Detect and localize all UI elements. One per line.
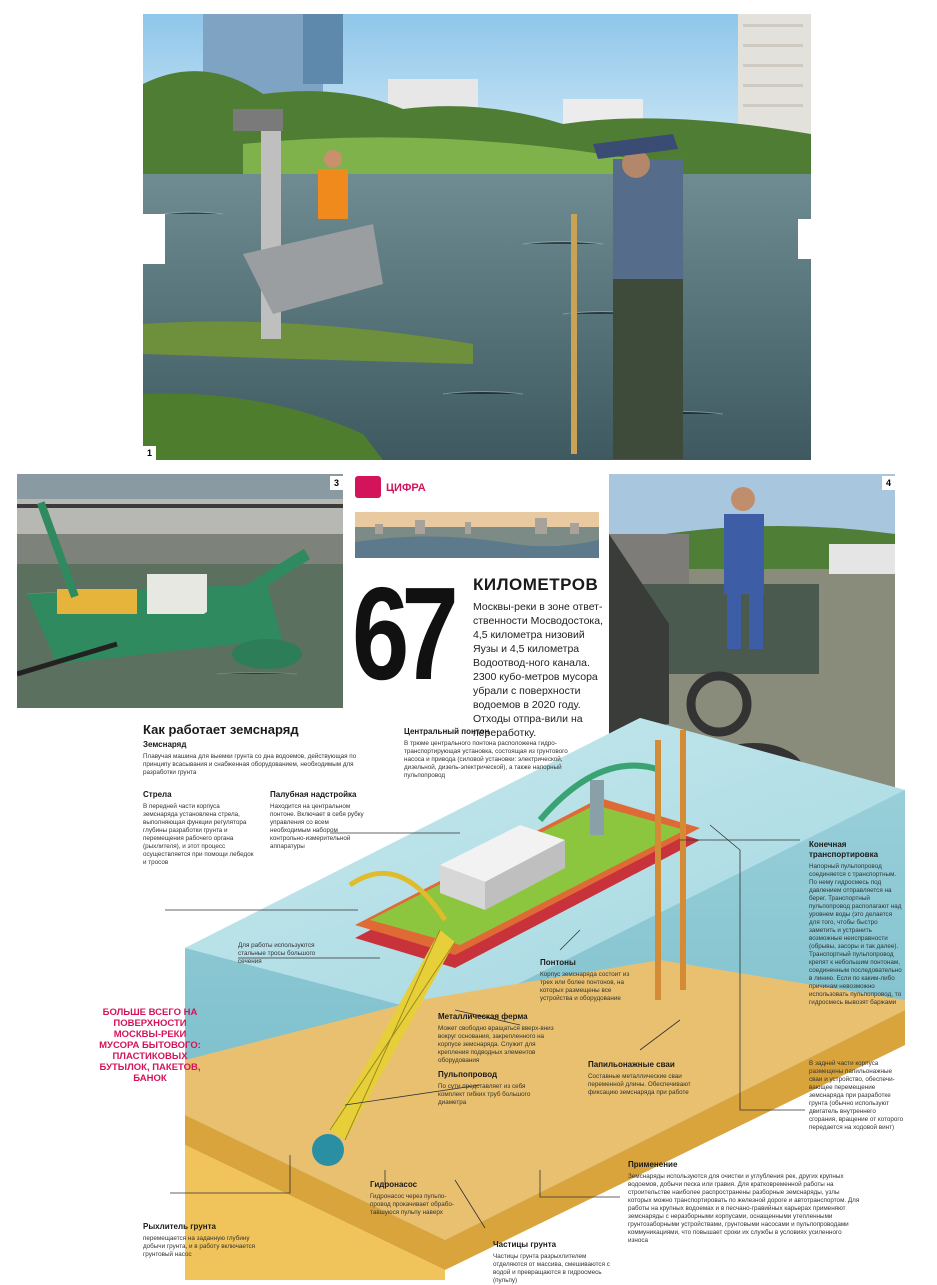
paluba-heading: Палубная надстройка	[270, 790, 357, 799]
zemsnaryad-text: Плавучая машина для выемки грунта со дна водоемов, действующая по принципу всасывания и снабженная оборудованием, необходимым для разработки грунта	[143, 753, 357, 776]
pontony-text: Корпус земснаряда состоит из трех или более понтонов, на которых размещены все устройства и оборудование	[540, 971, 630, 1002]
gidro-block	[370, 1180, 465, 1217]
ryhl-heading: Рыхлитель грунта	[143, 1222, 216, 1231]
pontony-block	[540, 958, 635, 1003]
figure-text: Москвы-реки в зоне ответ-ственности Мосводостока, 4,5 километра низовий Яузы и 4,5 километра Водоотвод-ного канала. 2300 кубо-метров мусора убрали с поверхности водоемов в 2020 году. Отходы отпра-вили на переработку.	[473, 601, 603, 739]
strela-block	[143, 790, 255, 867]
paluba-text: Находится на центральном понтоне. Включает в себя рубку управления со всем необходимым набором контрольно-измерительной аппаратуры	[270, 803, 364, 850]
pulpo-text: По сути представляет из себя комплект гибких труб большого диаметра	[438, 1083, 531, 1106]
strela-heading: Стрела	[143, 790, 172, 799]
zemsnaryad-block	[143, 740, 373, 777]
paluba-block	[270, 790, 365, 851]
konech-heading: Конечная транспортировка	[809, 840, 879, 859]
konech-text: Напорный пульпопровод соединяется с транспортным. По нему гидросмесь под давлением отправляется на берег. Транспортный пульпопровод располагают над уровнем воды (это делается для того, чтобы быстро заметить и устранить возможные неисправности (обрывы, засоры и так далее). Транспортный пульпопровод крепят к небольшим понтонам, соединенным последовательно в линию. Если по каким-либо причинам невозможно использовать пульпопровод, то гидросмесь вывозят баржами	[809, 863, 902, 1006]
infographic-title: Как работает земснаряд	[143, 722, 299, 737]
photo-number: 4	[882, 476, 895, 490]
tsifra-logo-icon	[355, 476, 381, 498]
photo-number: 1	[143, 446, 156, 460]
central-block	[404, 727, 584, 780]
zadnyaya-text: В задней части корпуса размещены папильонажные сваи и устройство, обеспечи-вающее перемещение земснаряда при разработке грунта (обычно используют двигатель внутреннего сгорания, вращение от которого передается на ходовой винт)	[809, 1060, 904, 1131]
gidro-heading: Гидронасос	[370, 1180, 418, 1189]
svai-heading: Папильонажные сваи	[588, 1060, 675, 1069]
pulpo-block	[438, 1070, 533, 1107]
ryhl-block	[143, 1222, 258, 1259]
zadnyaya-block	[809, 1060, 904, 1132]
big-number: 67	[352, 560, 451, 707]
primen-heading: Применение	[628, 1160, 678, 1169]
konech-block	[809, 840, 904, 1007]
svai-block	[588, 1060, 698, 1097]
pontony-heading: Понтоны	[540, 958, 576, 967]
primen-block	[628, 1160, 863, 1245]
chast-text: Частицы грунта разрыхлителем отделяются от массива, смешиваются с водой и превращаются в гидросмесь (пульпу)	[493, 1253, 610, 1284]
ferma-text: Может свободно вращаться вверх-вниз вокруг основания, закрепленного на корпусе земснаряда. Служит для крепления подводных элементов оборудования	[438, 1025, 554, 1064]
ferma-block	[438, 1012, 568, 1065]
photo-dredger	[17, 474, 343, 708]
trosy-text: Для работы используются стальные тросы большого сечения	[238, 942, 316, 965]
photo-city-panorama	[355, 512, 599, 558]
central-heading: Центральный понтон	[404, 727, 490, 736]
zemsnaryad-heading: Земснаряд	[143, 740, 187, 749]
strela-text: В передней части корпуса земснаряда установлена стрела, выполняющая функции регулятора глубины разработки грунта и перемещения рабочего органа (рыхлителя), и этот процесс осуществляется при помощи лебедок и тросов	[143, 803, 254, 866]
ryhl-text: перемещается на заданную глубину добычи грунта, и в работу включается грунтовый насос	[143, 1235, 256, 1258]
photo-river-workers	[143, 14, 811, 460]
central-text: В трюме центрального понтона расположена гидро-транспортирующая установка, состоящая из грунтового насоса и привода (силовой установки: электрической, дизельной, дизель-электрической), а также напорный пульпопровод	[404, 740, 568, 779]
svai-text: Составные металлические сваи переменной длины. Обеспечивают фиксацию земснаряда при работе	[588, 1073, 691, 1096]
tsifra-label: ЦИФРА	[386, 482, 426, 494]
photo-number: 3	[330, 476, 343, 490]
pulpo-heading: Пульпопровод	[438, 1070, 498, 1079]
figure-unit: КИЛОМЕТРОВ	[473, 575, 599, 594]
pink-callout: БОЛЬШЕ ВСЕГО НА ПОВЕРХНОСТИ МОСКВЫ-РЕКИ МУСОРА БЫТОВОГО: ПЛАСТИКОВЫХ БУТЫЛОК, ПАКЕТОВ, БАНОК	[99, 1007, 201, 1084]
trosy-block	[238, 942, 323, 966]
gidro-text: Гидронасос через пульпо-провод прокачивает обрабо-тавшуюся пульпу наверх	[370, 1193, 454, 1216]
chast-heading: Частицы грунта	[493, 1240, 557, 1249]
chast-block	[493, 1240, 613, 1285]
ferma-heading: Металлическая ферма	[438, 1012, 528, 1021]
primen-text: Земснаряды используются для очистки и углубления рек, других крупных водоемов, добычи песка или гравия. Для кратковременной работы на строительстве наиболее распространены разборные земснаряды, узлы которых можно транспортировать по железной дороге и автотранспортом. Для работы на крупных водоемах и в песчано-гравийных карьерах применяют земснаряды с неразборными корпусами, оснащенными утепленными грунтозаборными устройствами, грунтовыми насосами и пульпопроводами коммуникациями, что повышает сроки их службы в условиях усиленного износа	[628, 1173, 860, 1244]
